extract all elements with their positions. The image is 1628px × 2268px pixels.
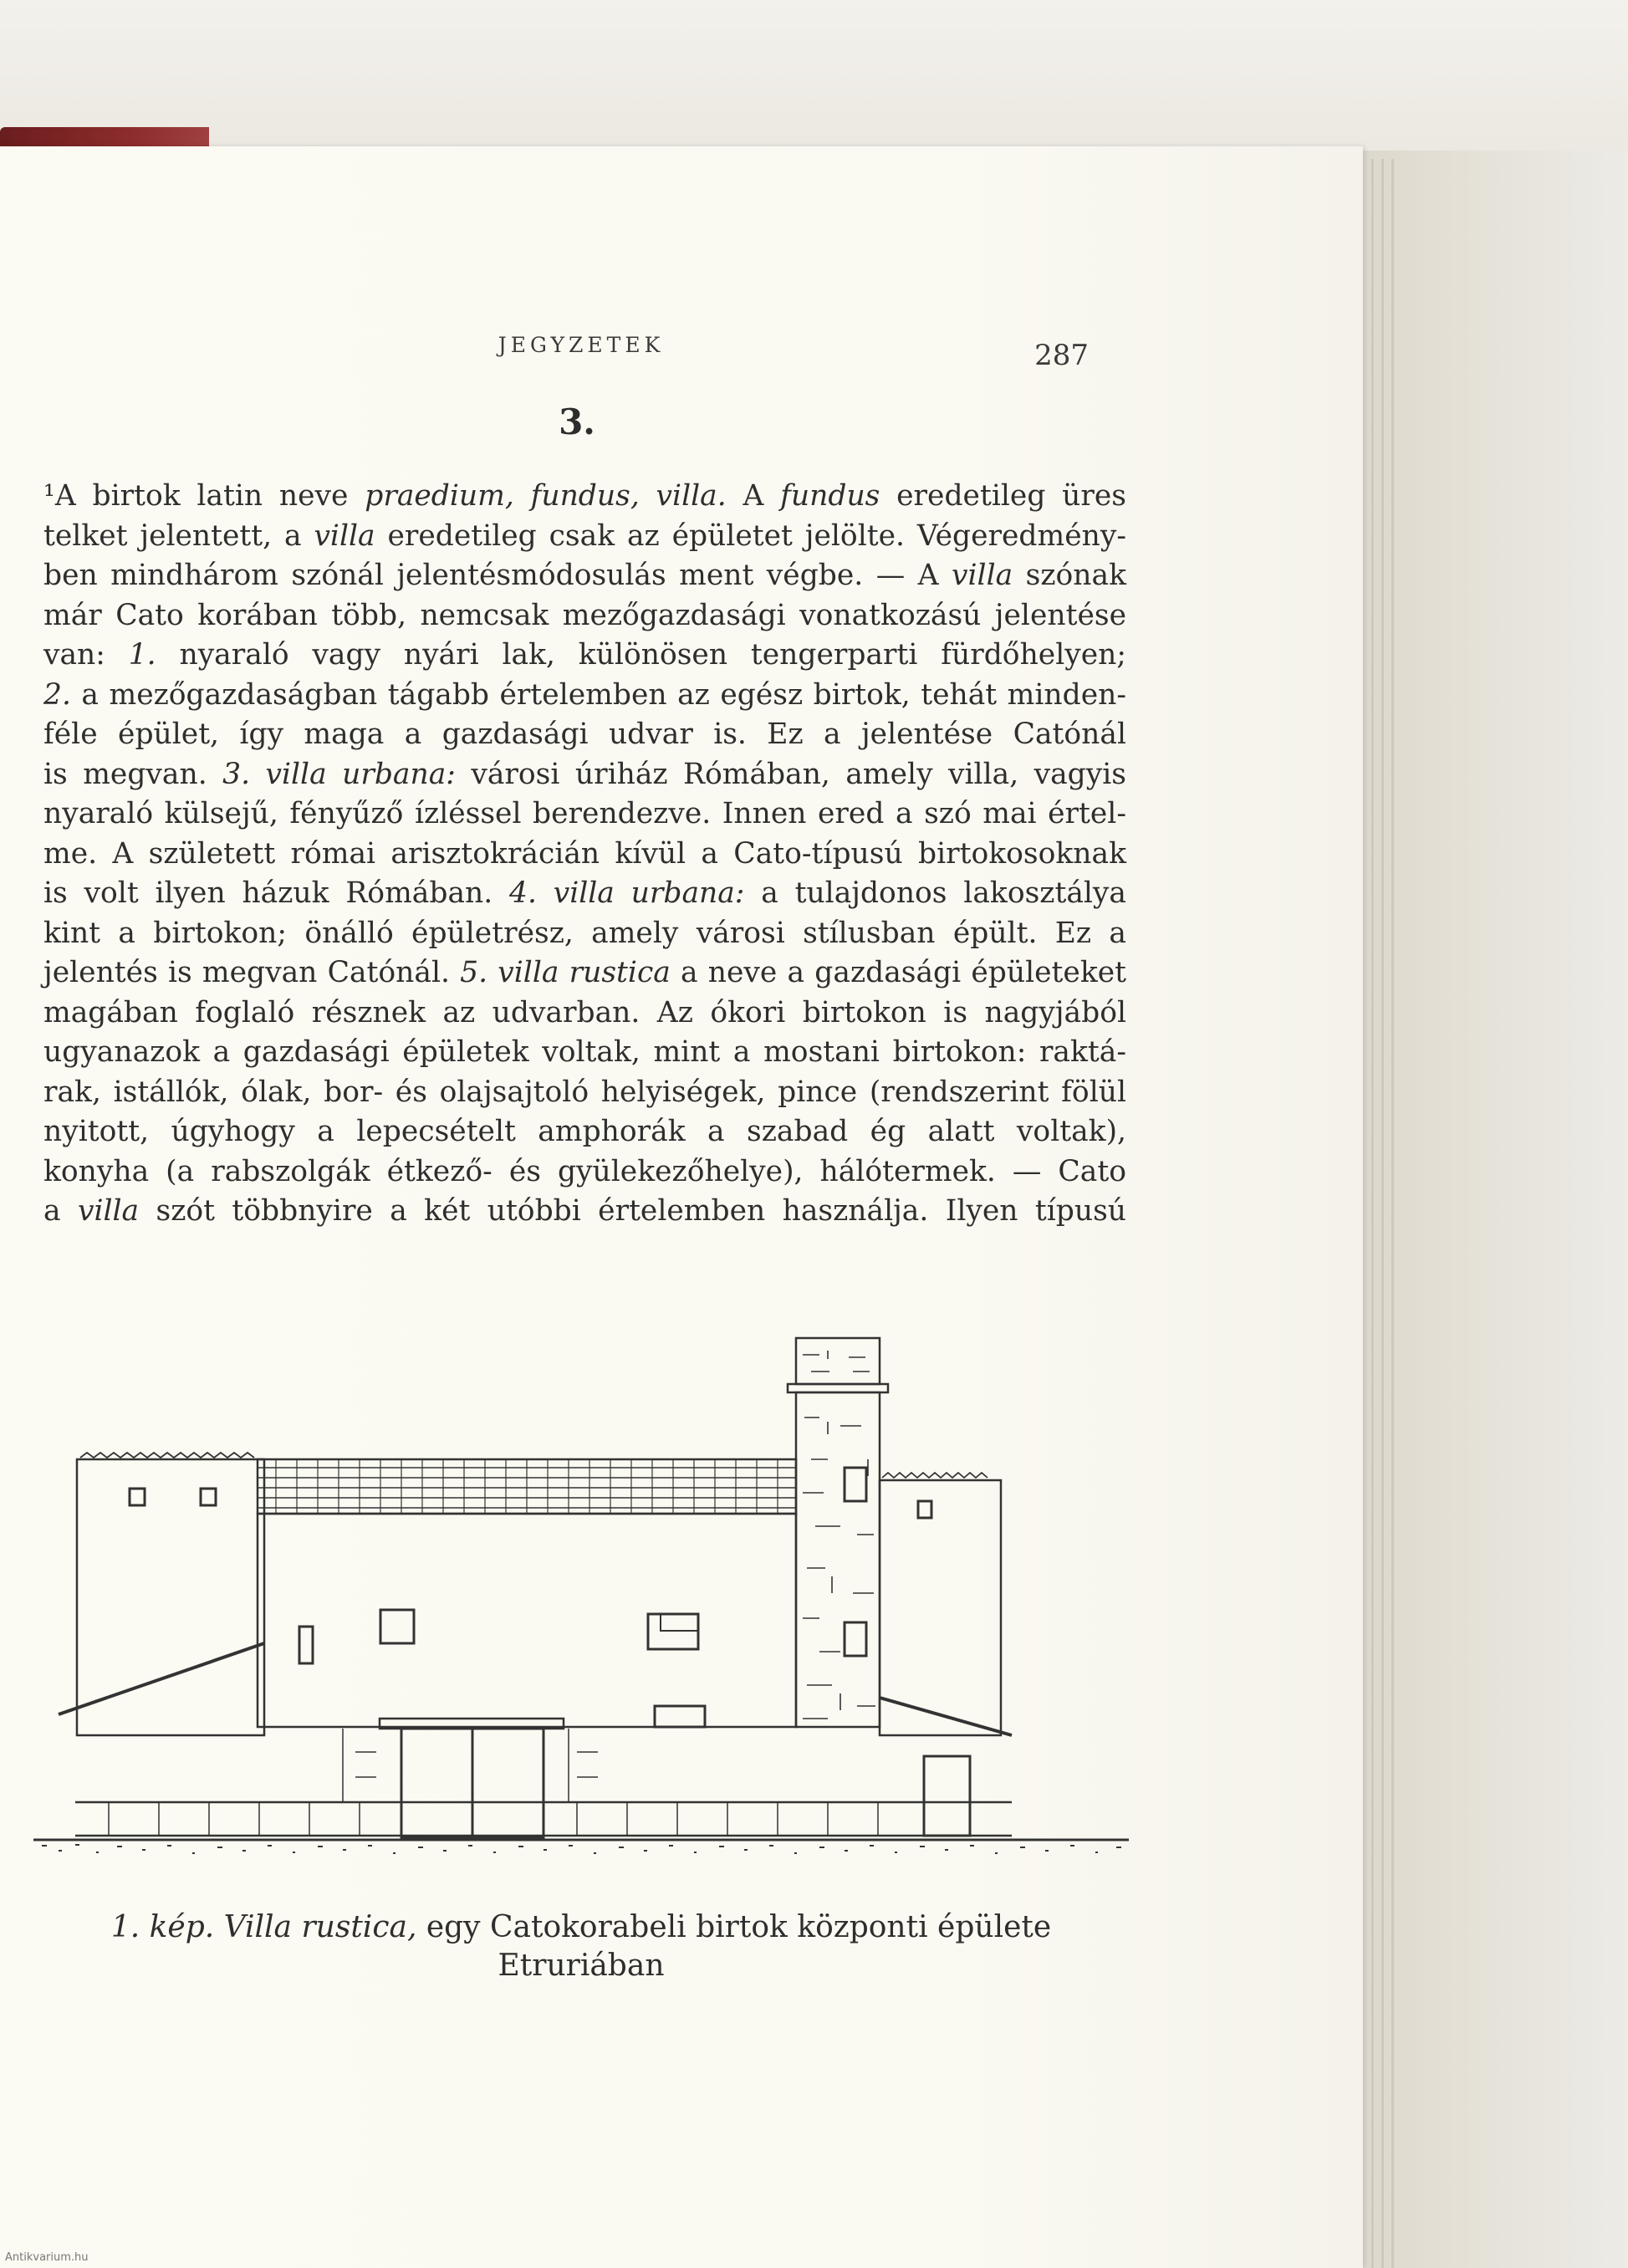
text-line [43, 1152, 1126, 1193]
page-edge [1371, 159, 1374, 2268]
italic-term: 4. villa urbana: [509, 876, 745, 910]
text-run: is volt ilyen házuk Rómában. [43, 876, 509, 910]
background-surface [0, 0, 1628, 159]
text-run: konyha (a rabszolgák étkező- és gyülekezőhelye), hálótermek. — Cato [43, 1154, 1126, 1188]
text-line [43, 1073, 1126, 1113]
chapter-number: 3. [559, 401, 595, 442]
running-head: JEGYZETEK [498, 333, 665, 357]
italic-term: villa [952, 559, 1013, 592]
text-run: eredetileg csak az épületet jelölte. Végeredmény- [375, 518, 1126, 553]
text-run: ben mindhárom szónál jelentésmódosulás ment végbe. — A [43, 559, 952, 592]
text-line [43, 835, 1126, 875]
text-run: városi úriház Rómában, amely villa, vagyis [455, 757, 1126, 791]
page-number: 287 [1034, 339, 1089, 372]
footnote-paragraph [43, 477, 1126, 1232]
text-run: féle épület, így maga a gazdasági udvar is. Ez a jelentése Catónál [43, 718, 1126, 751]
text-line [43, 1033, 1126, 1073]
text-run: már Cato korában több, nemcsak mezőgazdasági vonatkozású jelentése [43, 598, 1126, 632]
text-line [43, 477, 1126, 517]
text-run: eredetileg üres [880, 479, 1127, 513]
italic-term: 3. villa urbana: [222, 757, 456, 791]
text-run: ¹A birtok latin neve [43, 479, 365, 513]
text-line [43, 556, 1126, 596]
text-line [43, 874, 1126, 914]
text-run: a [43, 1194, 78, 1228]
text-line [43, 755, 1126, 795]
caption-line-1 [79, 1908, 1083, 1947]
figure-caption [79, 1908, 1083, 1985]
text-run: a mezőgazdaságban tágabb értelemben az egész birtok, tehát minden- [70, 677, 1126, 712]
italic-term: fundus [780, 479, 880, 513]
text-line [43, 636, 1126, 676]
italic-term: 5. villa rustica [460, 956, 671, 989]
text-run: ugyanazok a gazdasági épületek voltak, mint a mostani birtokon: raktá- [43, 1035, 1126, 1069]
text-line [43, 676, 1126, 716]
italic-term: villa [314, 518, 375, 553]
villa-rustica-illustration [25, 1334, 1129, 1869]
text-run: a neve a gazdasági épületeket [670, 956, 1127, 989]
book-page-stack [1346, 151, 1628, 2268]
text-run: is megvan. [43, 757, 223, 791]
text-line [43, 794, 1126, 835]
text-run: magában foglaló résznek az udvarban. Az ókori birtokon is nagyjából [43, 995, 1126, 1029]
text-run: me. A született római arisztokrácián kívül a Cato-típusú birtokosoknak [43, 836, 1126, 871]
text-line [43, 953, 1126, 994]
ground-line [33, 1840, 1129, 1853]
text-run: A [726, 479, 781, 513]
text-line [43, 994, 1126, 1034]
main-building [258, 1459, 796, 1837]
italic-term: villa [77, 1194, 140, 1228]
text-line [43, 1112, 1126, 1152]
text-line [43, 715, 1126, 755]
text-run: jelentés is megvan Catónál. [43, 956, 461, 989]
text-run: rak, istállók, ólak, bor- és olajsajtoló helyiségek, pince (rendszerint fölül [43, 1075, 1126, 1109]
left-wing [59, 1453, 264, 1735]
tower [788, 1338, 888, 1727]
italic-term: 1. [128, 638, 156, 672]
site-watermark: Antikvarium.hu [5, 2251, 89, 2264]
text-run: nyaraló külsejű, fényűző ízléssel berendezve. Innen ered a szó mai értel- [43, 797, 1126, 830]
page-edge [1391, 159, 1394, 2268]
text-run: szót többnyire a két utóbbi értelemben használja. Ilyen típusú [139, 1194, 1126, 1228]
caption-label: 1. kép. Villa rustica, [110, 1910, 417, 1944]
caption-line-2: Etruriában [498, 1949, 665, 1983]
text-line [43, 914, 1126, 954]
page-edge [1381, 159, 1384, 2268]
text-run: szónak [1013, 559, 1126, 592]
text-run: van: [43, 638, 129, 672]
text-line [43, 517, 1126, 557]
text-line [43, 596, 1126, 636]
text-run: nyaraló vagy nyári lak, különösen tengerparti fürdőhelyen; [156, 638, 1126, 672]
text-run: a tulajdonos lakosztálya [744, 876, 1126, 910]
italic-term: 2. [43, 677, 71, 712]
caption-text: egy Catokorabeli birtok központi épülete [416, 1910, 1052, 1944]
right-wing [880, 1473, 1012, 1836]
italic-term: praedium, fundus, villa. [365, 479, 727, 513]
text-line [43, 1192, 1126, 1232]
text-run: nyitott, úgyhogy a lepecsételt amphorák a szabad ég alatt voltak), [43, 1115, 1126, 1148]
text-run: telket jelentett, a [43, 518, 314, 553]
text-run: kint a birtokon; önálló épületrész, amely városi stílusban épült. Ez a [43, 916, 1126, 950]
